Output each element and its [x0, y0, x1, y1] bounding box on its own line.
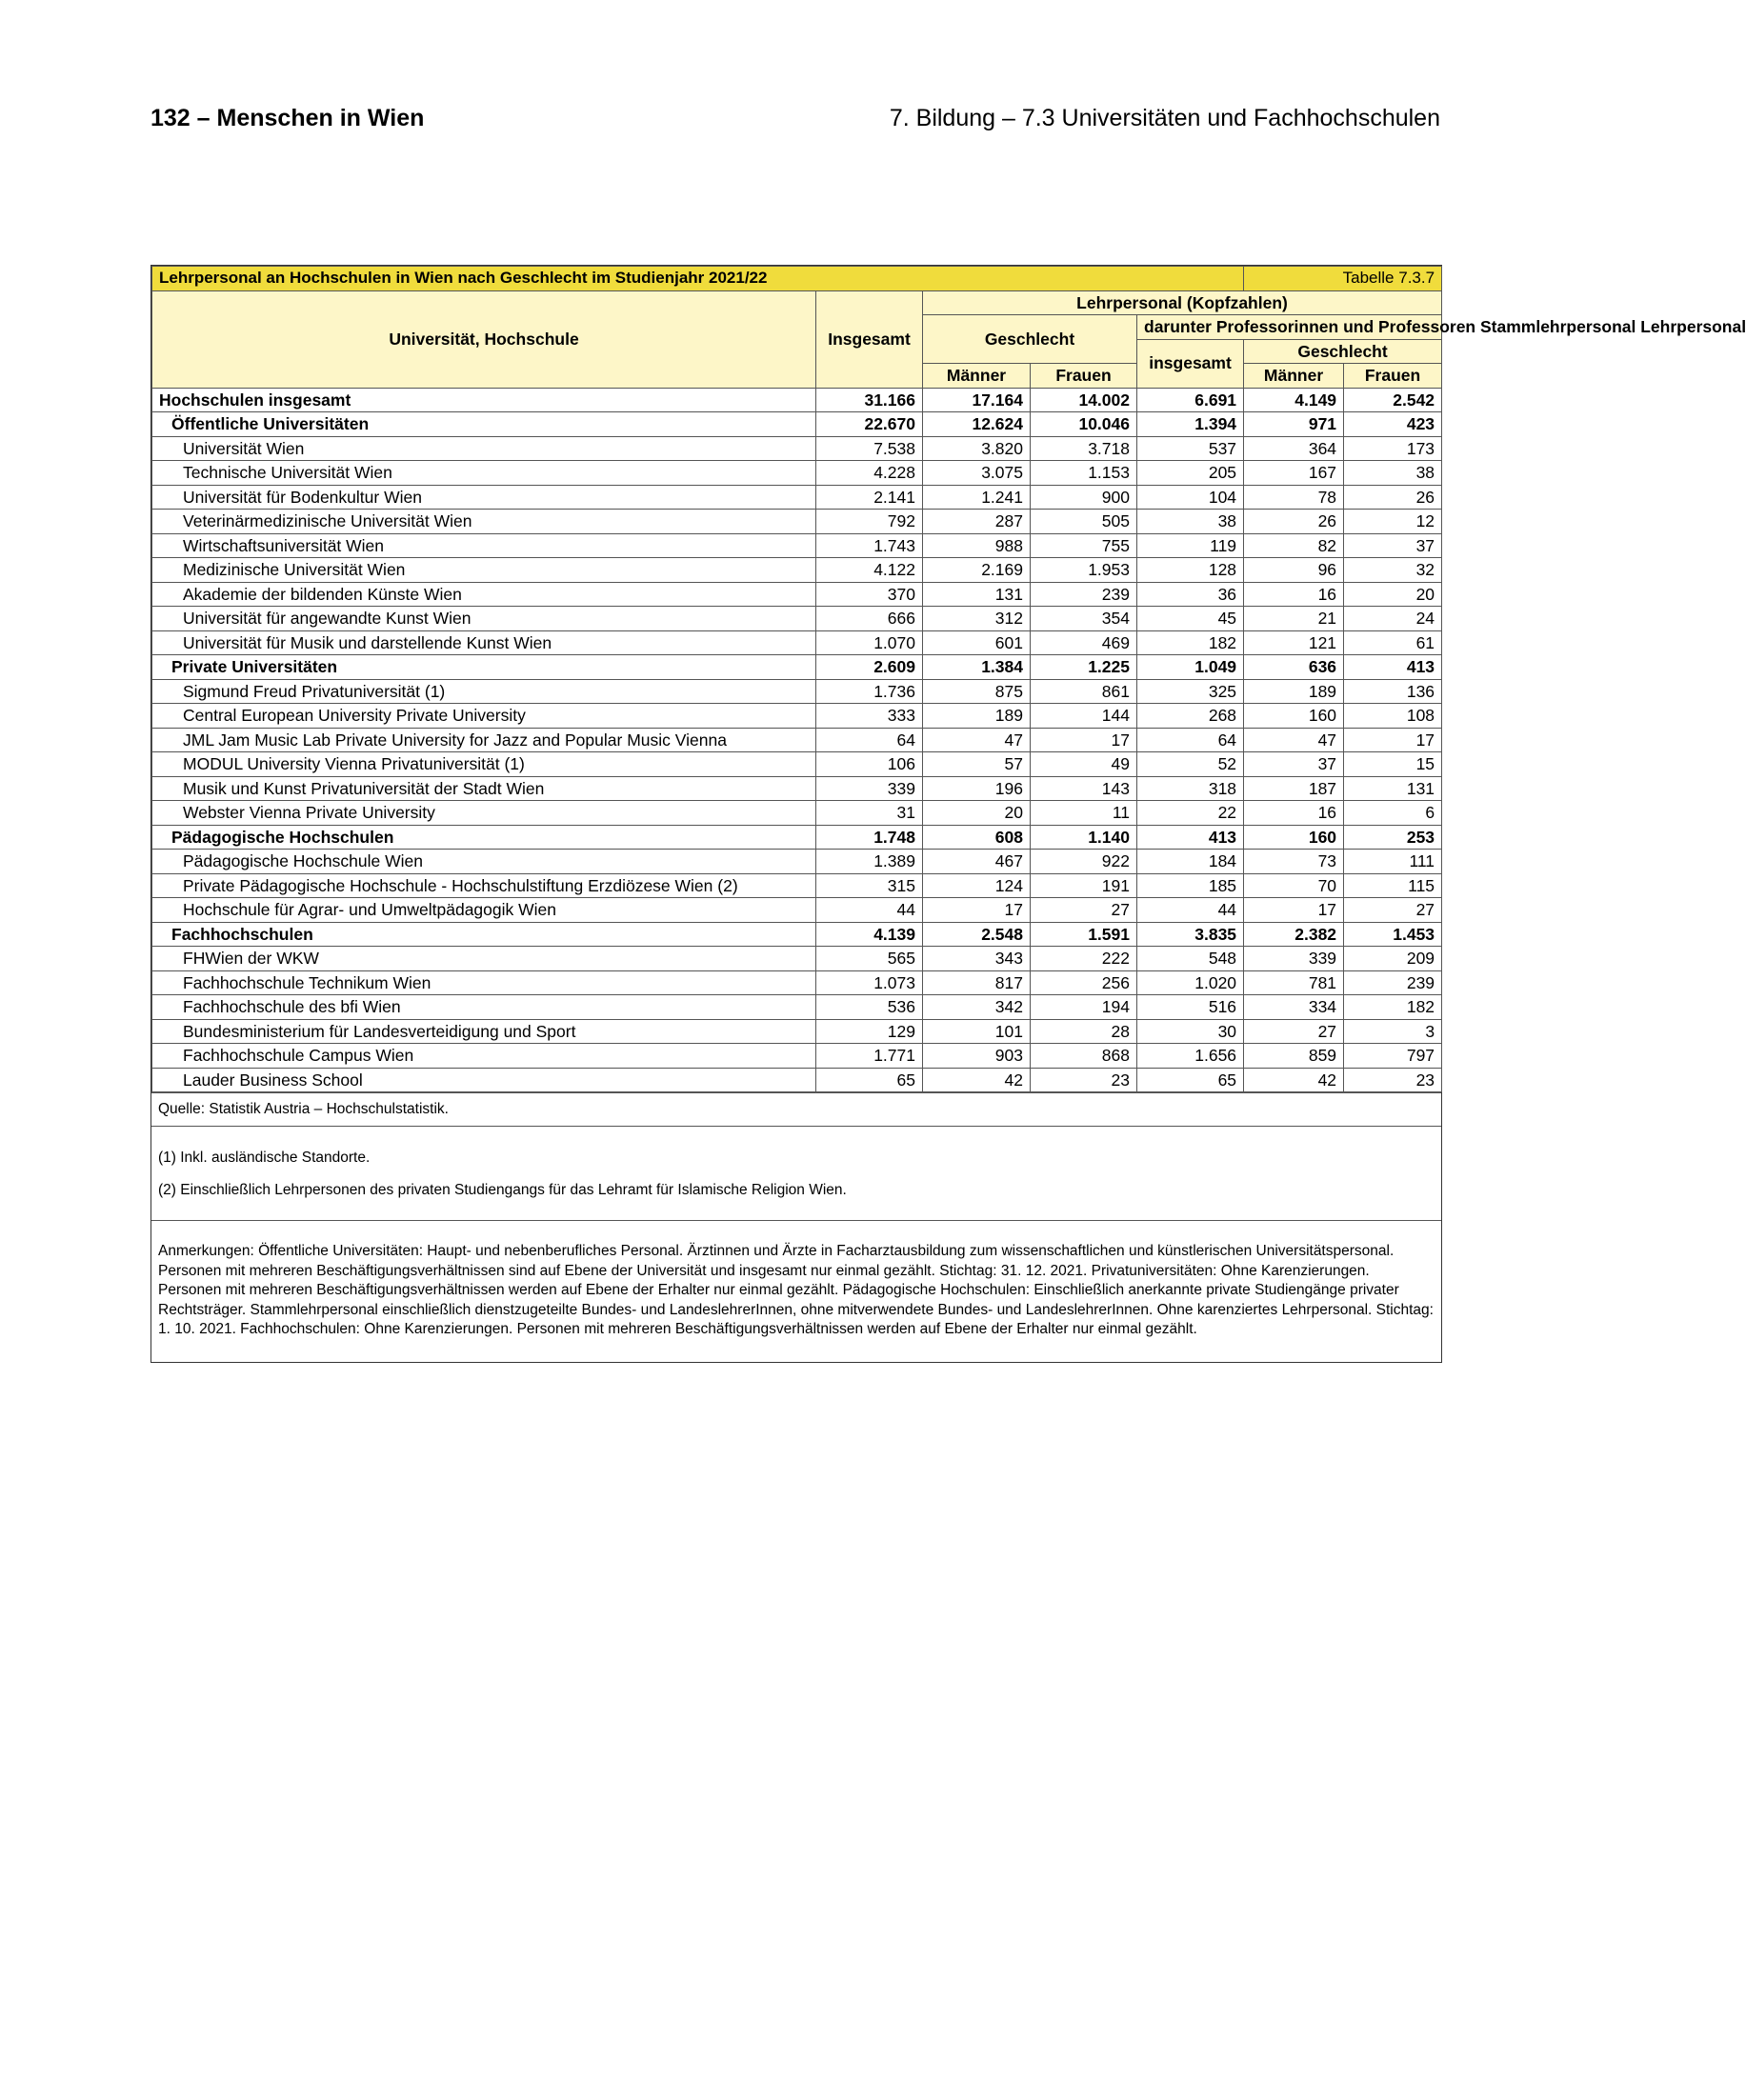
cell-p-total: 1.049: [1137, 655, 1244, 680]
cell-p-women: 2.542: [1344, 388, 1442, 412]
cell-women: 469: [1031, 630, 1137, 655]
footnote: (1) Inkl. ausländische Standorte.: [158, 1149, 371, 1166]
page-number-title: 132 – Menschen in Wien: [151, 105, 425, 131]
cell-p-women: 209: [1344, 947, 1442, 971]
cell-total: 536: [816, 995, 923, 1020]
cell-total: 7.538: [816, 436, 923, 461]
cell-p-women: 32: [1344, 558, 1442, 583]
cell-p-total: 22: [1137, 801, 1244, 826]
table-row: [152, 388, 1442, 412]
cell-women: 11: [1031, 801, 1137, 826]
cell-women: 14.002: [1031, 388, 1137, 412]
table-row: [152, 485, 1442, 510]
table-row: [152, 558, 1442, 583]
table-row: [152, 461, 1442, 486]
cell-men: 20: [923, 801, 1031, 826]
cell-p-total: 44: [1137, 898, 1244, 923]
cell-men: 17.164: [923, 388, 1031, 412]
table-row: [152, 510, 1442, 534]
staff-table: [151, 266, 1746, 1092]
cell-men: 17: [923, 898, 1031, 923]
table-row: [152, 582, 1442, 607]
cell-men: 189: [923, 704, 1031, 729]
cell-men: 903: [923, 1044, 1031, 1069]
cell-men: 875: [923, 679, 1031, 704]
table-row: [152, 776, 1442, 801]
cell-men: 817: [923, 970, 1031, 995]
table-row: [152, 898, 1442, 923]
cell-p-total: 184: [1137, 850, 1244, 874]
row-label: Universität für Bodenkultur Wien: [152, 485, 816, 510]
table-frame: [151, 265, 1746, 1363]
row-label: FHWien der WKW: [152, 947, 816, 971]
cell-men: 131: [923, 582, 1031, 607]
cell-total: 31: [816, 801, 923, 826]
table-row: [152, 412, 1442, 437]
cell-total: 315: [816, 873, 923, 898]
row-label: Universität Wien: [152, 436, 816, 461]
cell-men: 342: [923, 995, 1031, 1020]
row-label: Private Pädagogische Hochschule - Hochschulstiftung Erzdiözese Wien (2): [152, 873, 816, 898]
footnote: (2) Einschließlich Lehrpersonen des privaten Studiengangs für das Lehramt für Islamische Religion Wien.: [158, 1182, 847, 1198]
cell-total: 792: [816, 510, 923, 534]
row-label: Lauder Business School: [152, 1068, 816, 1092]
cell-men: 42: [923, 1068, 1031, 1092]
remarks-text: Anmerkungen: Öffentliche Universitäten: Haupt- und nebenberufliches Personal. Ärztinnen und Ärzte in Facharztausbildung zum wissenschaftlichen und künstlerischen Universitätspersonal. Personen mit mehreren Beschäftigungsverhältnissen sind auf Ebene der Universität und insgesamt nur einmal gezählt. Stichtag: 31. 12. 2021. Privatuniversitäten: Ohne Karenzierungen. Personen mit mehreren Beschäftigungsverhältnissen werden auf Ebene der Erhalter nur einmal gezählt. Pädagogische Hochschulen: Einschließlich anerkannte private Studiengänge privater Rechtsträger. Stammlehrpersonal einschließlich dienstzugeteilte Bundes- und LandeslehrerInnen, ohne mitverwendete Bundes- und LandeslehrerInnen. Ohne karenziertes Lehrpersonal. Stichtag: 1. 10. 2021. Fachhochschulen: Ohne Karenzierungen. Personen mit mehreren Beschäftigungsverhältnissen werden auf Ebene der Erhalter nur einmal gezählt.: [158, 1243, 1434, 1337]
row-label: Central European University Private University: [152, 704, 816, 729]
cell-p-total: 6.691: [1137, 388, 1244, 412]
cell-women: 23: [1031, 1068, 1137, 1092]
cell-p-men: 339: [1244, 947, 1344, 971]
cell-p-total: 548: [1137, 947, 1244, 971]
cell-total: 339: [816, 776, 923, 801]
table-row: [152, 1044, 1442, 1069]
cell-total: 565: [816, 947, 923, 971]
cell-p-total: 205: [1137, 461, 1244, 486]
cell-p-men: 37: [1244, 752, 1344, 777]
source-text: Quelle: Statistik Austria – Hochschulstatistik.: [158, 1101, 449, 1117]
cell-women: 861: [1031, 679, 1137, 704]
cell-women: 239: [1031, 582, 1137, 607]
table-row: [152, 1019, 1442, 1044]
cell-p-men: 636: [1244, 655, 1344, 680]
cell-women: 1.153: [1031, 461, 1137, 486]
cell-p-women: 23: [1344, 1068, 1442, 1092]
cell-men: 988: [923, 533, 1031, 558]
cell-total: 129: [816, 1019, 923, 1044]
cell-p-women: 26: [1344, 485, 1442, 510]
table-row: [152, 728, 1442, 752]
col-header-women: Frauen: [1031, 364, 1137, 389]
cell-men: 2.169: [923, 558, 1031, 583]
cell-p-men: 96: [1244, 558, 1344, 583]
cell-p-total: 182: [1137, 630, 1244, 655]
cell-p-women: 12: [1344, 510, 1442, 534]
cell-men: 608: [923, 825, 1031, 850]
cell-p-men: 971: [1244, 412, 1344, 437]
row-label: Fachhochschule Campus Wien: [152, 1044, 816, 1069]
cell-p-total: 119: [1137, 533, 1244, 558]
cell-p-men: 73: [1244, 850, 1344, 874]
cell-total: 1.736: [816, 679, 923, 704]
row-label: JML Jam Music Lab Private University for Jazz and Popular Music Vienna: [152, 728, 816, 752]
cell-p-women: 136: [1344, 679, 1442, 704]
cell-women: 28: [1031, 1019, 1137, 1044]
cell-total: 370: [816, 582, 923, 607]
cell-women: 505: [1031, 510, 1137, 534]
row-label: Pädagogische Hochschule Wien: [152, 850, 816, 874]
cell-p-total: 1.656: [1137, 1044, 1244, 1069]
cell-p-total: 318: [1137, 776, 1244, 801]
cell-men: 2.548: [923, 922, 1031, 947]
cell-p-women: 182: [1344, 995, 1442, 1020]
row-label: Fachhochschulen: [152, 922, 816, 947]
cell-p-men: 16: [1244, 582, 1344, 607]
row-label: Medizinische Universität Wien: [152, 558, 816, 583]
cell-total: 2.141: [816, 485, 923, 510]
cell-women: 1.225: [1031, 655, 1137, 680]
cell-total: 333: [816, 704, 923, 729]
cell-p-women: 20: [1344, 582, 1442, 607]
cell-p-men: 27: [1244, 1019, 1344, 1044]
cell-total: 1.748: [816, 825, 923, 850]
cell-women: 256: [1031, 970, 1137, 995]
cell-p-men: 21: [1244, 607, 1344, 631]
cell-p-men: 859: [1244, 1044, 1344, 1069]
cell-women: 1.591: [1031, 922, 1137, 947]
cell-total: 106: [816, 752, 923, 777]
cell-p-total: 1.020: [1137, 970, 1244, 995]
cell-women: 194: [1031, 995, 1137, 1020]
table-row: [152, 947, 1442, 971]
cell-women: 144: [1031, 704, 1137, 729]
col-header-profs-group: darunter Professorinnen und Professoren Stammlehrpersonal Lehrpersonal: [1137, 315, 1442, 340]
cell-men: 3.075: [923, 461, 1031, 486]
col-header-profs-gender: Geschlecht: [1244, 339, 1442, 364]
table-row: [152, 801, 1442, 826]
table-title-row: [152, 267, 1442, 291]
table-row: [152, 630, 1442, 655]
table-row: [152, 607, 1442, 631]
cell-men: 343: [923, 947, 1031, 971]
cell-p-total: 128: [1137, 558, 1244, 583]
row-label: Technische Universität Wien: [152, 461, 816, 486]
row-label: Fachhochschule Technikum Wien: [152, 970, 816, 995]
cell-women: 10.046: [1031, 412, 1137, 437]
cell-women: 1.140: [1031, 825, 1137, 850]
cell-p-total: 30: [1137, 1019, 1244, 1044]
cell-men: 601: [923, 630, 1031, 655]
cell-p-men: 47: [1244, 728, 1344, 752]
table-row: [152, 704, 1442, 729]
cell-p-total: 537: [1137, 436, 1244, 461]
cell-total: 64: [816, 728, 923, 752]
cell-p-women: 173: [1344, 436, 1442, 461]
cell-p-men: 16: [1244, 801, 1344, 826]
col-header-profs-women: Frauen: [1344, 364, 1442, 389]
cell-p-women: 27: [1344, 898, 1442, 923]
row-label: Hochschule für Agrar- und Umweltpädagogik Wien: [152, 898, 816, 923]
cell-p-men: 121: [1244, 630, 1344, 655]
cell-p-men: 189: [1244, 679, 1344, 704]
table-row: [152, 922, 1442, 947]
cell-women: 1.953: [1031, 558, 1137, 583]
cell-p-men: 17: [1244, 898, 1344, 923]
col-header-profs-men: Männer: [1244, 364, 1344, 389]
cell-p-women: 24: [1344, 607, 1442, 631]
cell-p-men: 42: [1244, 1068, 1344, 1092]
cell-women: 3.718: [1031, 436, 1137, 461]
cell-women: 27: [1031, 898, 1137, 923]
table-row: [152, 533, 1442, 558]
row-label: Universität für angewandte Kunst Wien: [152, 607, 816, 631]
cell-men: 12.624: [923, 412, 1031, 437]
table-row: [152, 873, 1442, 898]
row-label: Akademie der bildenden Künste Wien: [152, 582, 816, 607]
cell-men: 124: [923, 873, 1031, 898]
row-label: Webster Vienna Private University: [152, 801, 816, 826]
table-row: [152, 752, 1442, 777]
cell-total: 31.166: [816, 388, 923, 412]
cell-women: 49: [1031, 752, 1137, 777]
cell-p-women: 115: [1344, 873, 1442, 898]
cell-p-women: 1.453: [1344, 922, 1442, 947]
col-header-profs-total: insgesamt: [1137, 339, 1244, 388]
cell-p-total: 45: [1137, 607, 1244, 631]
cell-p-total: 104: [1137, 485, 1244, 510]
cell-women: 755: [1031, 533, 1137, 558]
cell-total: 666: [816, 607, 923, 631]
cell-p-total: 3.835: [1137, 922, 1244, 947]
table-row: [152, 436, 1442, 461]
table-body: [152, 388, 1442, 1092]
cell-p-total: 413: [1137, 825, 1244, 850]
cell-p-total: 65: [1137, 1068, 1244, 1092]
cell-total: 2.609: [816, 655, 923, 680]
cell-p-women: 253: [1344, 825, 1442, 850]
section-title: 7. Bildung – 7.3 Universitäten und Fachhochschulen: [889, 105, 1440, 131]
table-footnotes: [151, 1126, 1441, 1220]
table-row: [152, 679, 1442, 704]
cell-total: 4.228: [816, 461, 923, 486]
cell-men: 467: [923, 850, 1031, 874]
row-label: Veterinärmedizinische Universität Wien: [152, 510, 816, 534]
table-row: [152, 655, 1442, 680]
col-header-institution: Universität, Hochschule: [152, 290, 816, 388]
cell-p-men: 364: [1244, 436, 1344, 461]
cell-total: 1.070: [816, 630, 923, 655]
cell-p-men: 82: [1244, 533, 1344, 558]
cell-p-women: 413: [1344, 655, 1442, 680]
row-label: Fachhochschule des bfi Wien: [152, 995, 816, 1020]
cell-p-total: 52: [1137, 752, 1244, 777]
cell-total: 1.771: [816, 1044, 923, 1069]
row-label: Pädagogische Hochschulen: [152, 825, 816, 850]
cell-p-women: 797: [1344, 1044, 1442, 1069]
cell-total: 22.670: [816, 412, 923, 437]
cell-total: 1.073: [816, 970, 923, 995]
cell-men: 287: [923, 510, 1031, 534]
col-header-total: Insgesamt: [816, 290, 923, 388]
page-header: [151, 105, 1440, 132]
cell-p-women: 15: [1344, 752, 1442, 777]
cell-p-women: 17: [1344, 728, 1442, 752]
cell-men: 101: [923, 1019, 1031, 1044]
cell-p-women: 38: [1344, 461, 1442, 486]
table-row: [152, 850, 1442, 874]
col-header-gender: Geschlecht: [923, 315, 1137, 364]
table-source: [151, 1092, 1441, 1126]
cell-p-men: 2.382: [1244, 922, 1344, 947]
row-label: Hochschulen insgesamt: [152, 388, 816, 412]
cell-women: 143: [1031, 776, 1137, 801]
cell-women: 191: [1031, 873, 1137, 898]
table-row: [152, 970, 1442, 995]
cell-men: 57: [923, 752, 1031, 777]
cell-p-men: 160: [1244, 825, 1344, 850]
cell-p-total: 1.394: [1137, 412, 1244, 437]
row-label: Universität für Musik und darstellende Kunst Wien: [152, 630, 816, 655]
cell-total: 4.122: [816, 558, 923, 583]
cell-p-women: 239: [1344, 970, 1442, 995]
cell-men: 1.384: [923, 655, 1031, 680]
cell-p-total: 325: [1137, 679, 1244, 704]
cell-men: 312: [923, 607, 1031, 631]
col-header-staff-group: Lehrpersonal (Kopfzahlen): [923, 290, 1442, 315]
cell-p-women: 111: [1344, 850, 1442, 874]
cell-p-total: 516: [1137, 995, 1244, 1020]
cell-p-men: 78: [1244, 485, 1344, 510]
cell-women: 17: [1031, 728, 1137, 752]
table-row: [152, 1068, 1442, 1092]
cell-men: 196: [923, 776, 1031, 801]
cell-men: 3.820: [923, 436, 1031, 461]
row-label: MODUL University Vienna Privatuniversität (1): [152, 752, 816, 777]
cell-p-men: 70: [1244, 873, 1344, 898]
cell-p-women: 108: [1344, 704, 1442, 729]
row-label: Sigmund Freud Privatuniversität (1): [152, 679, 816, 704]
cell-p-women: 6: [1344, 801, 1442, 826]
row-label: Private Universitäten: [152, 655, 816, 680]
cell-p-women: 61: [1344, 630, 1442, 655]
cell-men: 1.241: [923, 485, 1031, 510]
cell-total: 65: [816, 1068, 923, 1092]
cell-p-women: 3: [1344, 1019, 1442, 1044]
cell-women: 354: [1031, 607, 1137, 631]
cell-p-men: 167: [1244, 461, 1344, 486]
cell-p-men: 4.149: [1244, 388, 1344, 412]
table-title: Lehrpersonal an Hochschulen in Wien nach Geschlecht im Studienjahr 2021/22: [152, 267, 1244, 291]
table-remarks: [151, 1220, 1441, 1363]
cell-p-men: 781: [1244, 970, 1344, 995]
cell-p-men: 26: [1244, 510, 1344, 534]
row-label: Öffentliche Universitäten: [152, 412, 816, 437]
cell-p-total: 64: [1137, 728, 1244, 752]
cell-p-men: 334: [1244, 995, 1344, 1020]
cell-men: 47: [923, 728, 1031, 752]
cell-p-total: 268: [1137, 704, 1244, 729]
cell-women: 900: [1031, 485, 1137, 510]
cell-p-total: 38: [1137, 510, 1244, 534]
cell-p-women: 37: [1344, 533, 1442, 558]
cell-women: 922: [1031, 850, 1137, 874]
cell-women: 868: [1031, 1044, 1137, 1069]
cell-p-women: 423: [1344, 412, 1442, 437]
table-number: Tabelle 7.3.7: [1244, 267, 1442, 291]
table-row: [152, 825, 1442, 850]
cell-p-total: 36: [1137, 582, 1244, 607]
cell-p-men: 160: [1244, 704, 1344, 729]
col-header-men: Männer: [923, 364, 1031, 389]
cell-total: 4.139: [816, 922, 923, 947]
cell-total: 1.743: [816, 533, 923, 558]
row-label: Musik und Kunst Privatuniversität der Stadt Wien: [152, 776, 816, 801]
cell-p-men: 187: [1244, 776, 1344, 801]
cell-total: 1.389: [816, 850, 923, 874]
cell-total: 44: [816, 898, 923, 923]
cell-women: 222: [1031, 947, 1137, 971]
row-label: Bundesministerium für Landesverteidigung und Sport: [152, 1019, 816, 1044]
cell-p-total: 185: [1137, 873, 1244, 898]
row-label: Wirtschaftsuniversität Wien: [152, 533, 816, 558]
table-row: [152, 995, 1442, 1020]
cell-p-women: 131: [1344, 776, 1442, 801]
